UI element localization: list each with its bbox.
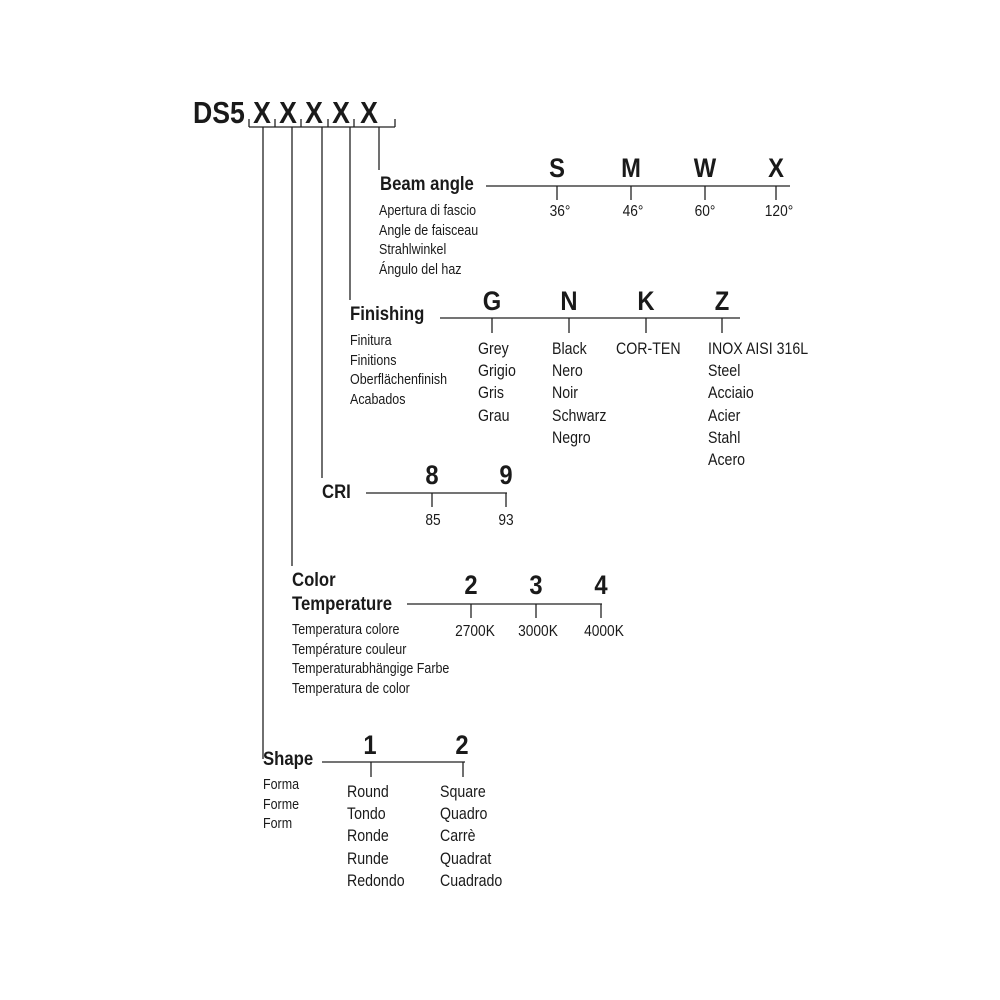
beam-angle-translations — [379, 202, 478, 280]
translation: Forma — [263, 777, 300, 793]
shape-name: Quadro — [440, 805, 488, 824]
finish-name: Schwarz — [552, 406, 607, 425]
beam-option-code: M — [621, 153, 641, 183]
code-placeholder-beam-angle: X — [360, 95, 378, 130]
color-temperature-option-value: 4000K — [584, 623, 624, 640]
beam-option-code: X — [768, 153, 784, 183]
finish-name: INOX AISI 316L — [708, 340, 809, 358]
beam-option-value: 36° — [549, 203, 571, 220]
finishing-option-code: N — [560, 286, 578, 316]
color-temperature-option-code: 4 — [594, 570, 608, 600]
translation: Form — [263, 816, 293, 833]
finishing-translations — [350, 332, 447, 410]
shape-name: Square — [440, 783, 486, 801]
translation: Température couleur — [292, 641, 407, 658]
translation: Apertura di fascio — [379, 203, 477, 219]
code-placeholder-color-temperature: X — [279, 95, 297, 130]
finish-name: Nero — [552, 362, 583, 381]
finish-name: Gris — [478, 384, 505, 403]
finishing-option-names — [552, 338, 606, 449]
color-temperature-option-value: 2700K — [455, 623, 495, 640]
shape-option-code: 2 — [455, 730, 469, 760]
color-temperature-title-line2: Temperature — [292, 594, 393, 615]
cri-option-code: 9 — [499, 460, 513, 490]
translation: Finitura — [350, 333, 392, 349]
finish-name: Acier — [708, 406, 741, 425]
shape-option-names — [347, 781, 405, 892]
beam-option-code: S — [549, 153, 565, 183]
finish-name: Black — [552, 340, 587, 358]
shape-translations — [263, 776, 299, 835]
finish-name: Negro — [552, 428, 591, 447]
finish-name: Steel — [708, 362, 741, 381]
cri-option-code: 8 — [425, 460, 439, 490]
translation: Temperaturabhängige Farbe — [292, 661, 450, 678]
cri-title: CRI — [322, 482, 351, 503]
shape-name: Redondo — [347, 871, 405, 890]
finish-name: COR-TEN — [616, 340, 681, 358]
finish-name: Noir — [552, 384, 579, 403]
shape-title: Shape — [263, 749, 314, 770]
code-placeholder-cri: X — [305, 95, 323, 130]
translation: Oberflächenfinish — [350, 372, 448, 389]
beam-option-value: 46° — [622, 203, 644, 220]
finishing-title: Finishing — [350, 304, 425, 325]
shape-name: Tondo — [347, 805, 386, 824]
shape-name: Cuadrado — [440, 871, 503, 890]
translation: Strahlwinkel — [379, 242, 447, 259]
shape-name: Runde — [347, 849, 389, 868]
beam-option-value: 120° — [764, 203, 794, 220]
finishing-option-code: Z — [714, 286, 730, 316]
finishing-option-names — [708, 338, 808, 471]
finish-name: Acero — [708, 451, 746, 470]
shape-name: Quadrat — [440, 849, 492, 868]
finish-name: Grigio — [478, 362, 516, 381]
color-temperature-option-code: 2 — [464, 570, 478, 600]
color-temperature-translations — [292, 621, 449, 699]
color-temperature-option-code: 3 — [529, 570, 543, 600]
cri-option-value: 85 — [425, 512, 441, 529]
shape-name: Ronde — [347, 827, 389, 846]
color-temperature-option-value: 3000K — [518, 623, 558, 640]
code-placeholder-shape: X — [253, 95, 271, 130]
translation: Acabados — [350, 391, 406, 408]
beam-angle-title: Beam angle — [380, 174, 474, 195]
translation: Temperatura colore — [292, 622, 400, 638]
beam-option-code: W — [693, 153, 717, 183]
finish-name: Acciaio — [708, 384, 754, 403]
shape-option-code: 1 — [363, 730, 377, 760]
finishing-option-code: K — [637, 286, 655, 316]
translation: Temperatura de color — [292, 680, 410, 697]
finishing-option-code: G — [482, 286, 502, 316]
translation: Forme — [263, 796, 300, 813]
code-placeholder-finishing: X — [332, 95, 350, 130]
finish-name: Grey — [478, 340, 509, 358]
finishing-option-names — [616, 338, 681, 360]
finish-name: Stahl — [708, 428, 741, 447]
translation: Ángulo del haz — [379, 261, 462, 278]
cri-option-value: 93 — [498, 512, 514, 529]
color-temperature-title-line1: Color — [292, 570, 336, 591]
finishing-option-names — [478, 338, 516, 427]
shape-name: Carrè — [440, 827, 476, 846]
translation: Angle de faisceau — [379, 222, 479, 239]
finish-name: Grau — [478, 406, 510, 425]
shape-option-names — [440, 781, 502, 892]
shape-name: Round — [347, 783, 389, 801]
translation: Finitions — [350, 352, 397, 369]
beam-option-value: 60° — [694, 203, 716, 220]
code-prefix: DS5 — [193, 95, 245, 130]
